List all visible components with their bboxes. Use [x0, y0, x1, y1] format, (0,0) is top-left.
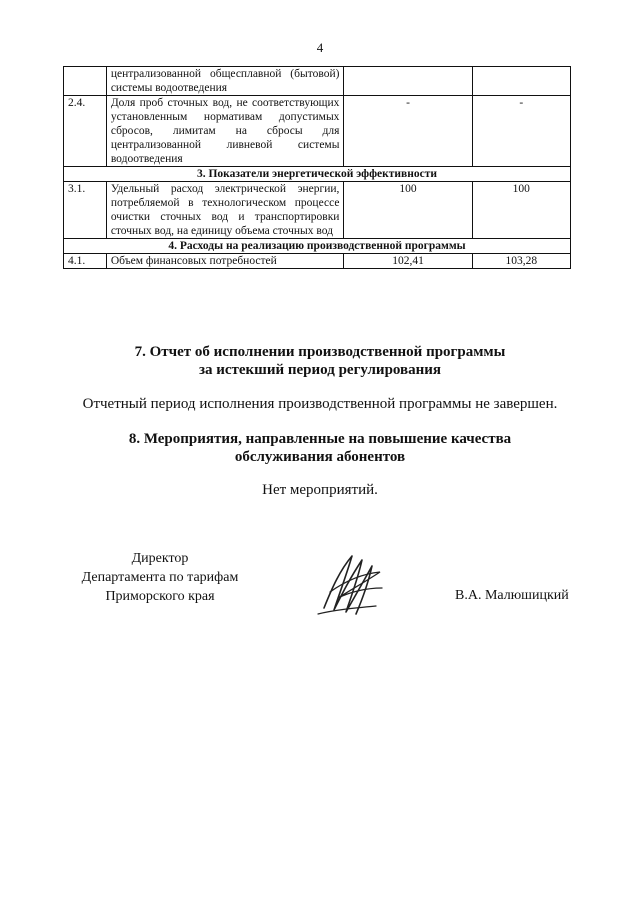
row-description: Объем финансовых потребностей	[106, 254, 344, 269]
signatory-line-1: Директор	[131, 551, 189, 566]
table-row	[64, 254, 571, 269]
row-value-2: 103,28	[472, 254, 570, 269]
section-7-text: Отчетный период исполнения производственной программы не завершен.	[82, 396, 558, 412]
row-value-2	[472, 67, 570, 96]
signatory-position	[60, 549, 260, 606]
page-number: 4	[316, 40, 324, 55]
table-section-header	[64, 239, 571, 254]
row-value-2: 100	[472, 182, 570, 239]
row-number: 2.4.	[64, 96, 107, 167]
signatory-line-3: Приморского края	[105, 589, 215, 604]
row-description: Доля проб сточных вод, не соответствующих установленным нормативам допустимых сбросов, лимитам на сбросы для централизованной ливневой системы водоотведения	[106, 96, 344, 167]
signatory-name: В.А. Малюшицкий	[455, 588, 569, 603]
section-4-heading: 4. Расходы на реализацию производственной программы	[64, 239, 571, 254]
row-description: Удельный расход электрической энергии, потребляемой в технологическом процессе очистки сточных вод и транспортировки сточных вод, на единицу объема сточных вод	[106, 182, 344, 239]
table-row	[64, 182, 571, 239]
row-description: централизованной общесплавной (бытовой) системы водоотведения	[106, 67, 344, 96]
section-7-title-line-2: за истекший период регулирования	[198, 362, 442, 378]
table-row	[64, 96, 571, 167]
row-value-1: 100	[344, 182, 472, 239]
indicators-table	[63, 66, 571, 269]
section-8-title-line-1: 8. Мероприятия, направленные на повышение качества	[128, 431, 512, 447]
row-value-1: 102,41	[344, 254, 472, 269]
row-number	[64, 67, 107, 96]
handwritten-signature	[310, 548, 390, 620]
row-value-2: -	[472, 96, 570, 167]
section-3-heading: 3. Показатели энергетической эффективности	[64, 167, 571, 182]
signatory-line-2: Департамента по тарифам	[81, 570, 239, 585]
table-row	[64, 67, 571, 96]
section-8-title-line-2: обслуживания абонентов	[234, 449, 406, 465]
section-7-title-line-1: 7. Отчет об исполнении производственной программы	[134, 344, 506, 360]
row-number: 3.1.	[64, 182, 107, 239]
table-section-header	[64, 167, 571, 182]
section-8-text: Нет мероприятий.	[262, 482, 378, 498]
row-number: 4.1.	[64, 254, 107, 269]
row-value-1	[344, 67, 472, 96]
row-value-1: -	[344, 96, 472, 167]
